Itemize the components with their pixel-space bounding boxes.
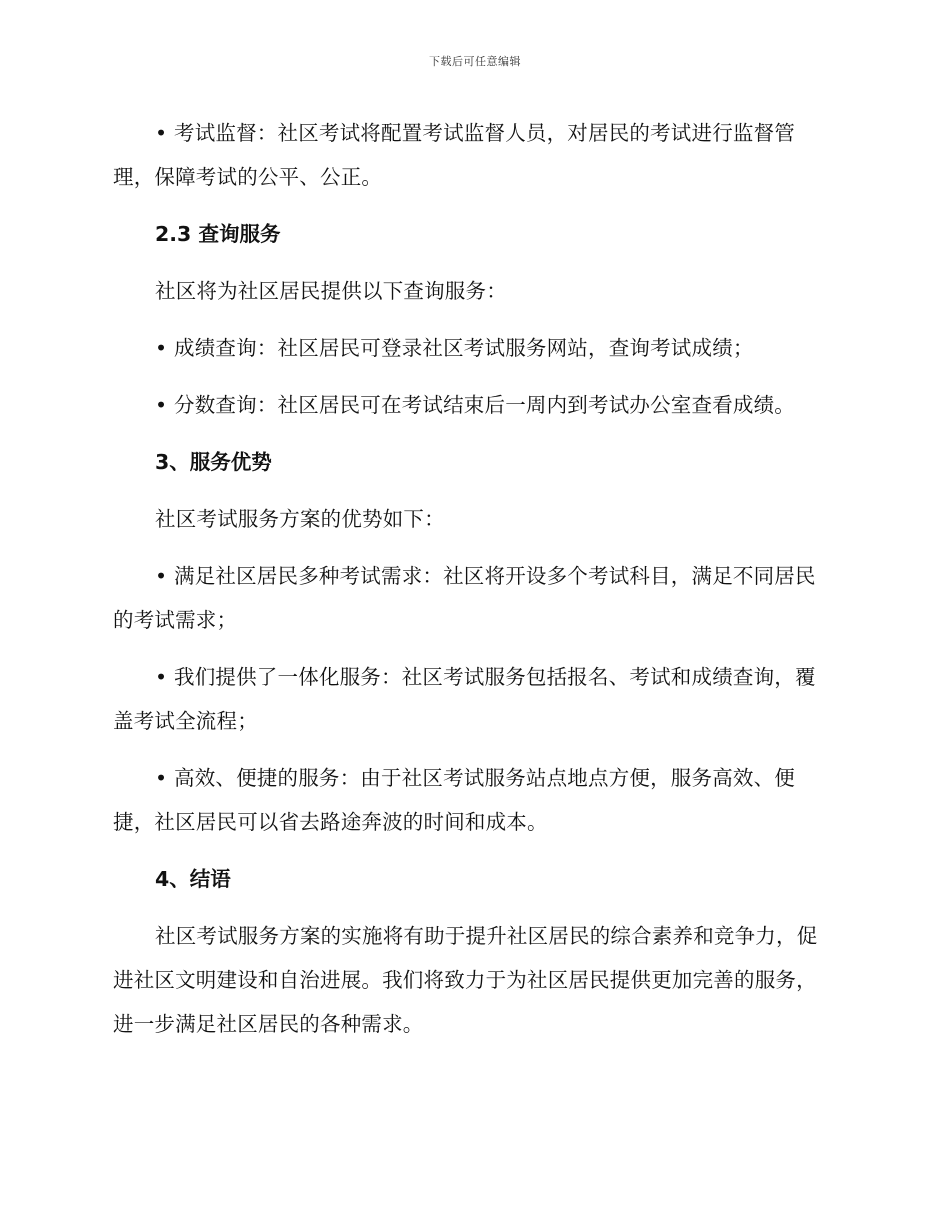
paragraph-advantage-integrated: • 我们提供了一体化服务：社区考试服务包括报名、考试和成绩查询，覆盖考试全流程； bbox=[113, 665, 816, 733]
section-heading-query-service: 2.3 查询服务 bbox=[155, 222, 281, 246]
paragraph-query-intro: 社区将为社区居民提供以下查询服务： bbox=[155, 279, 507, 303]
section-heading-conclusion: 4、结语 bbox=[155, 867, 231, 891]
section-heading-advantages: 3、服务优势 bbox=[155, 450, 272, 474]
paragraph-conclusion: 社区考试服务方案的实施将有助于提升社区居民的综合素养和竞争力，促进社区文明建设和自治进展。我们将致力于为社区居民提供更加完善的服务，进一步满足社区居民的各种需求。 bbox=[113, 924, 818, 1036]
paragraph-advantage-needs: • 满足社区居民多种考试需求：社区将开设多个考试科目，满足不同居民的考试需求； bbox=[113, 564, 816, 632]
document-body bbox=[113, 111, 833, 1059]
paragraph-advantage-efficient: • 高效、便捷的服务：由于社区考试服务站点地点方便，服务高效、便捷，社区居民可以省去路途奔波的时间和成本。 bbox=[113, 766, 796, 834]
page-header: 下载后可任意编辑 bbox=[429, 55, 521, 68]
paragraph-advantages-intro: 社区考试服务方案的优势如下： bbox=[155, 507, 445, 531]
paragraph-exam-supervision: • 考试监督：社区考试将配置考试监督人员，对居民的考试进行监督管理，保障考试的公平、公正。 bbox=[113, 121, 796, 189]
paragraph-score-query: • 成绩查询：社区居民可登录社区考试服务网站，查询考试成绩； bbox=[155, 336, 754, 360]
paragraph-points-query: • 分数查询：社区居民可在考试结束后一周内到考试办公室查看成绩。 bbox=[155, 393, 796, 417]
